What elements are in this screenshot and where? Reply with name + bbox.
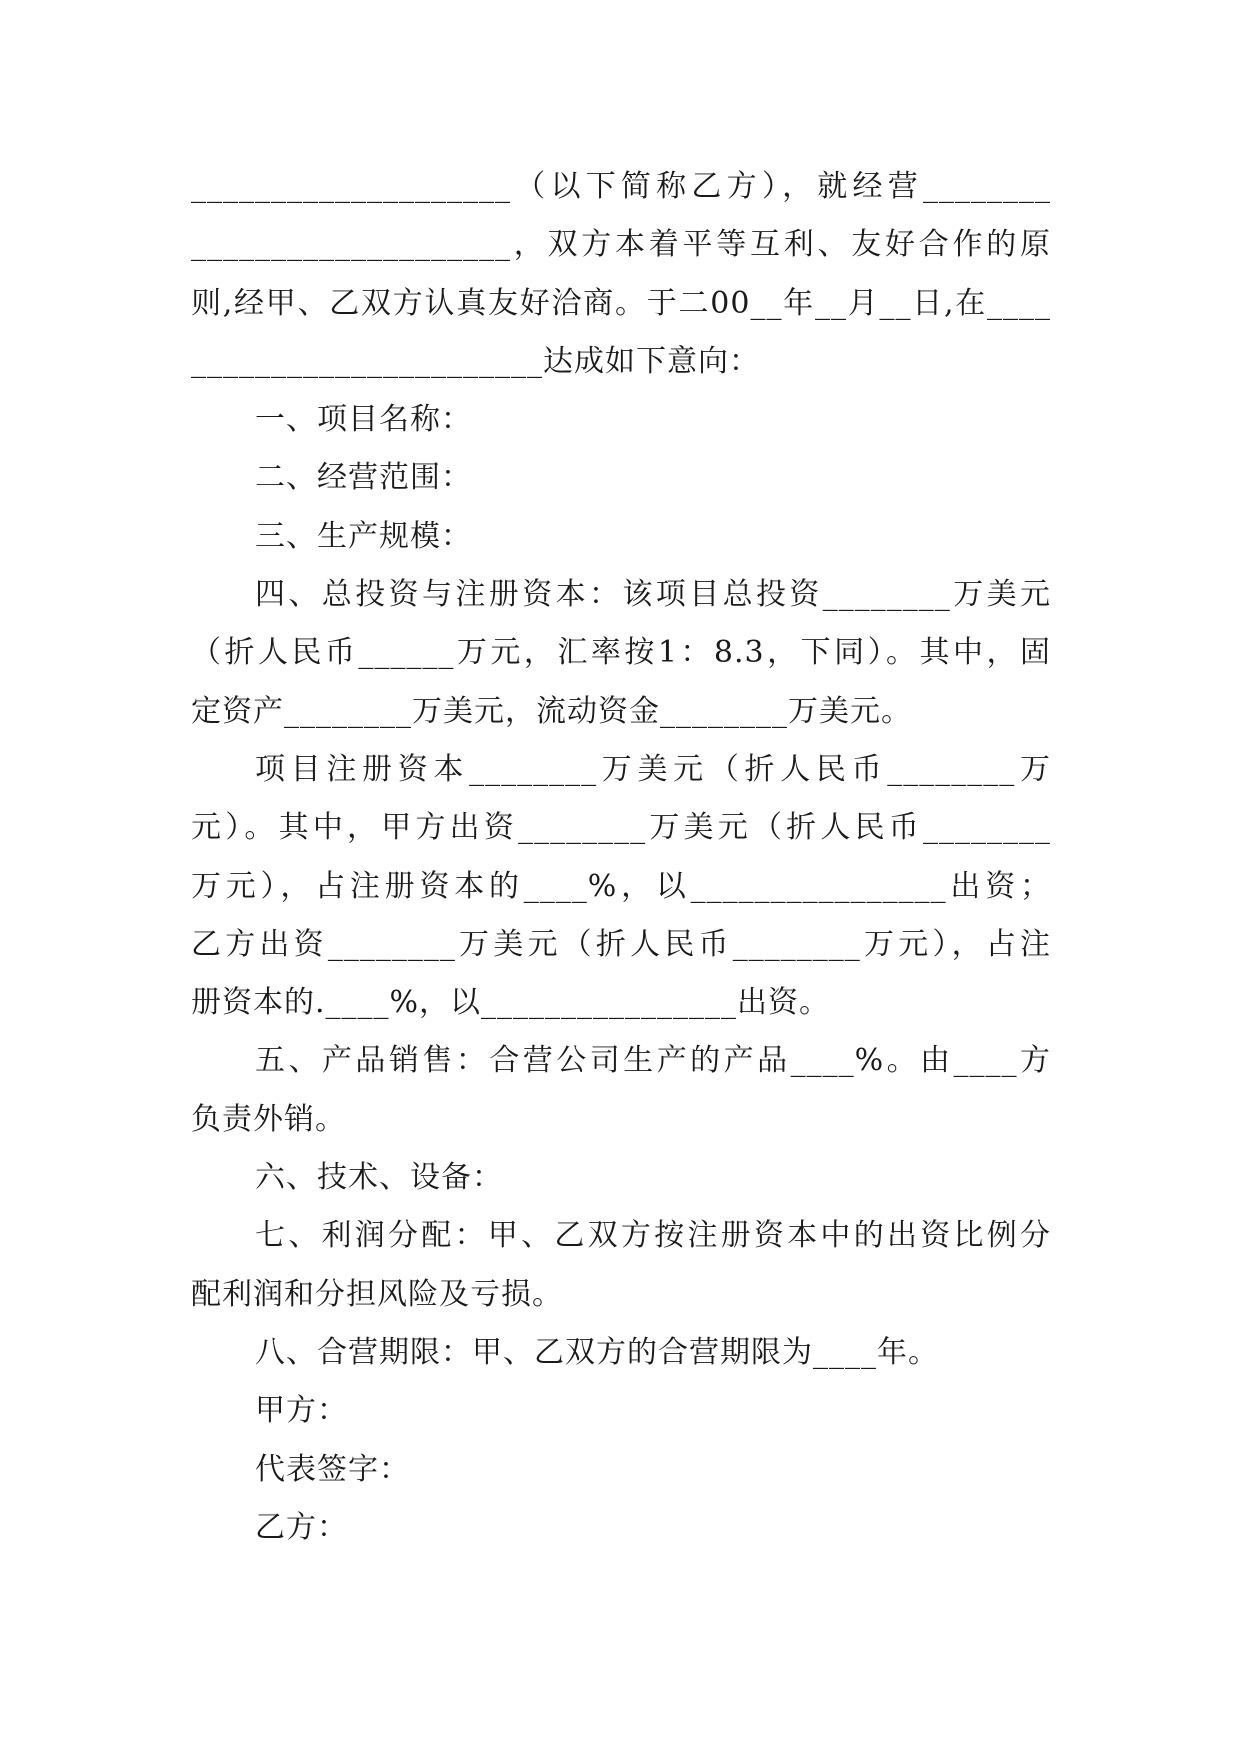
text-line-3: 则,经甲、乙双方认真友好洽商。于二00__年__月__日,在____ (191, 285, 1051, 321)
section-joint-venture-term: 八、合营期限：甲、乙双方的合营期限为____年。 (255, 1334, 939, 1370)
text-line-9: （折人民币______万元，汇率按1：8.3，下同）。其中，固 (191, 635, 1051, 671)
section-technology-equipment: 六、技术、设备： (255, 1160, 503, 1196)
section-investment: 四、总投资与注册资本：该项目总投资________万美元 (255, 577, 1051, 613)
section-product-sales: 五、产品销售：合营公司生产的产品____%。由____方 (255, 1043, 1051, 1079)
party-a-label: 甲方： (255, 1393, 348, 1429)
text-line-1: ____________________（以下简称乙方），就经营________ (191, 169, 1051, 204)
document-body (191, 158, 1051, 1557)
registered-capital-paragraph: 项目注册资本________万美元（折人民币________万 (255, 751, 1051, 787)
party-b-label: 乙方： (255, 1509, 348, 1545)
text-line-20: 配利润和分担风险及亏损。 (191, 1276, 563, 1312)
section-business-scope: 二、经营范围： (255, 460, 472, 496)
section-profit-distribution: 七、利润分配：甲、乙双方按注册资本中的出资比例分 (255, 1218, 1051, 1254)
representative-signature-label: 代表签字： (255, 1451, 410, 1487)
text-line-17: 负责外销。 (191, 1101, 346, 1137)
text-line-10: 定资产________万美元，流动资金________万美元。 (191, 693, 912, 729)
text-line-2: ____________________，双方本着平等互利、友好合作的原 (191, 227, 1051, 263)
text-line-14: 乙方出资________万美元（折人民币________万元），占注 (191, 926, 1051, 962)
section-production-scale: 三、生产规模： (255, 518, 472, 554)
text-line-4: ______________________达成如下意向： (191, 343, 760, 379)
section-project-name: 一、项目名称： (255, 402, 472, 438)
text-line-15: 册资本的.____%，以________________出资。 (191, 985, 831, 1021)
text-line-12: 元）。其中，甲方出资________万美元（折人民币________ (191, 810, 1051, 846)
text-line-13: 万元），占注册资本的____%，以________________出资； (191, 868, 1051, 904)
